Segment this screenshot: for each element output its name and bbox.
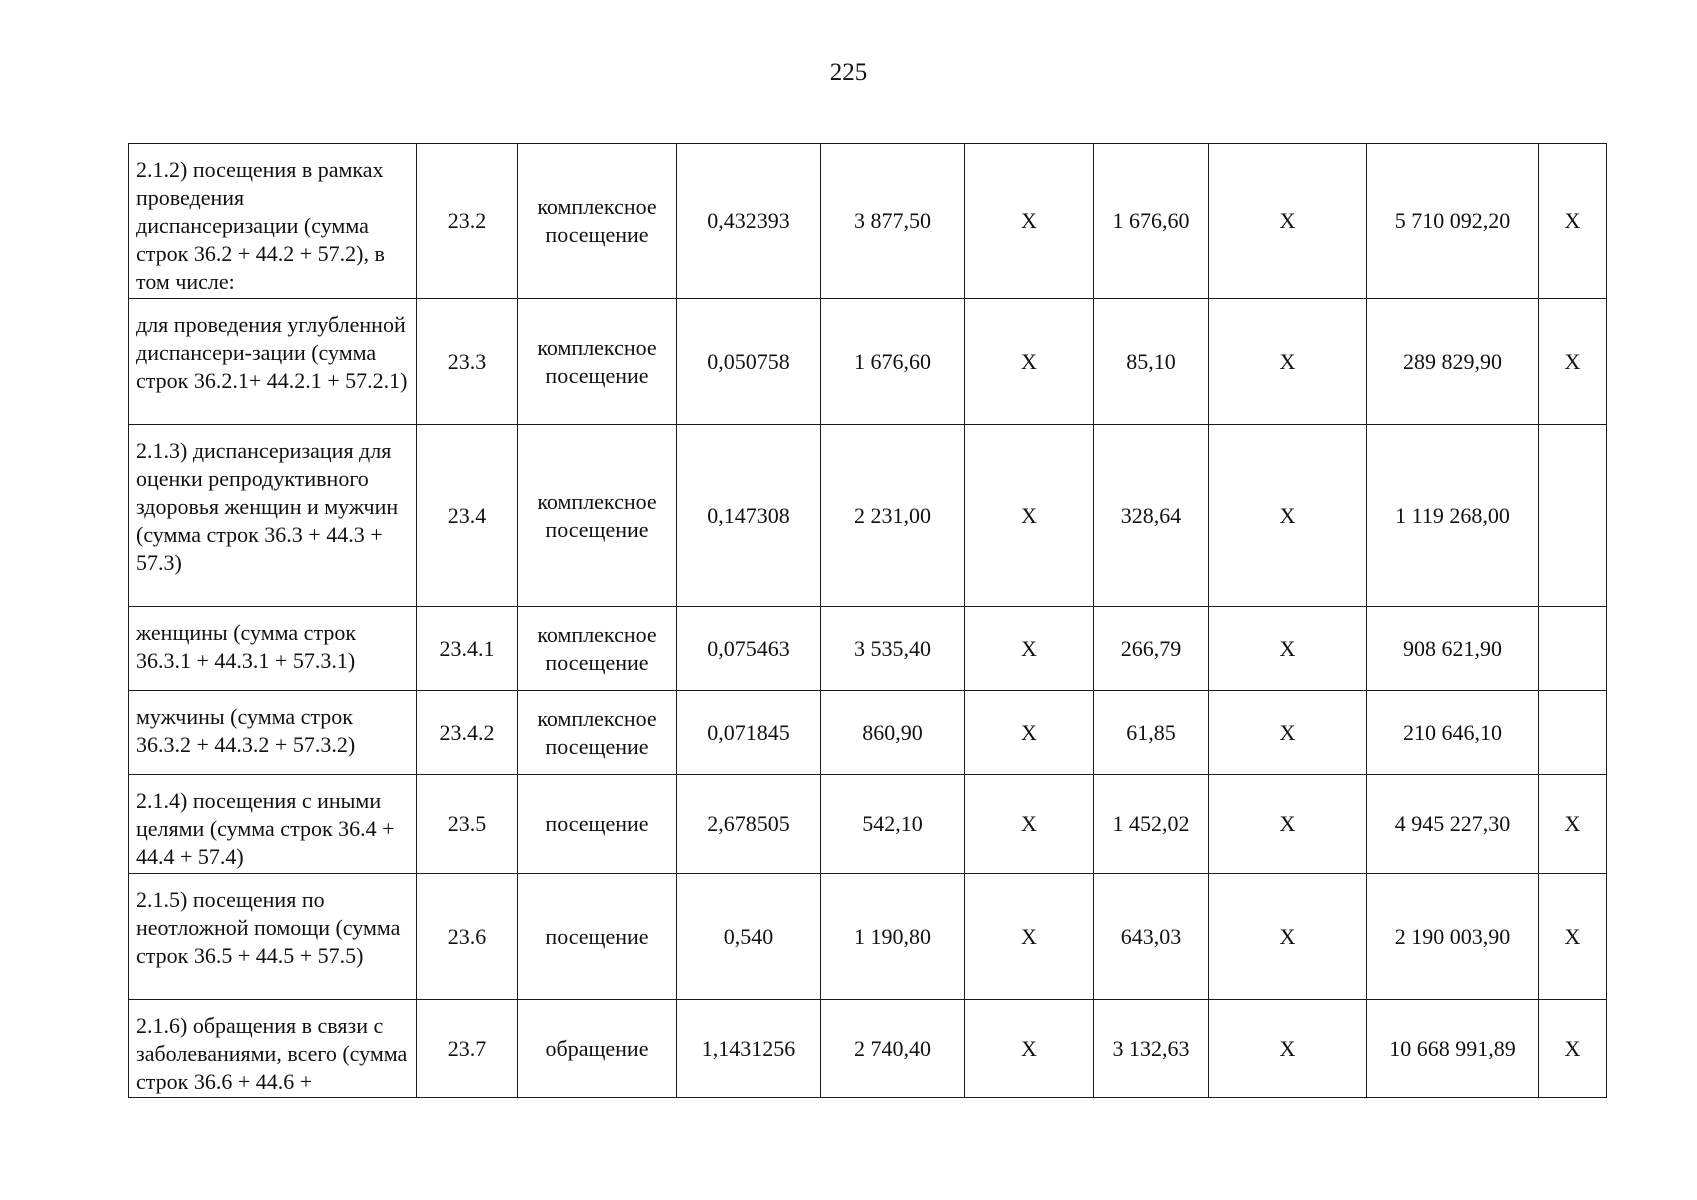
data-table [128,143,1607,1098]
row-name: 2.1.3) диспансеризация для оценки репродуктивного здоровья женщин и мужчин (сумма строк 36.3 + 44.3 + 57.3) [129,425,417,607]
row-col7: 328,64 [1094,425,1209,607]
row-col10 [1539,691,1607,775]
row-col10 [1539,425,1607,607]
row-code: 23.4.2 [417,691,518,775]
row-unit: комплексное посещение [518,299,677,425]
row-col6: Х [965,874,1094,1000]
row-code: 23.3 [417,299,518,425]
row-col6: Х [965,425,1094,607]
row-col10: Х [1539,775,1607,874]
row-code: 23.7 [417,1000,518,1098]
row-cost: 1 190,80 [821,874,965,1000]
row-col7: 1 676,60 [1094,144,1209,299]
row-col6: Х [965,607,1094,691]
table-row [129,775,1607,874]
row-cost: 2 231,00 [821,425,965,607]
row-col8: Х [1209,299,1367,425]
row-col7: 643,03 [1094,874,1209,1000]
row-cost: 542,10 [821,775,965,874]
row-norm: 1,1431256 [677,1000,821,1098]
row-unit: комплексное посещение [518,691,677,775]
row-unit: посещение [518,874,677,1000]
table-row [129,144,1607,299]
table-row [129,1000,1607,1098]
row-code: 23.5 [417,775,518,874]
row-code: 23.4.1 [417,607,518,691]
row-col9: 1 119 268,00 [1367,425,1539,607]
row-name: для проведения углубленной диспансери-зации (сумма строк 36.2.1+ 44.2.1 + 57.2.1) [129,299,417,425]
row-col6: Х [965,144,1094,299]
row-col8: Х [1209,874,1367,1000]
row-unit: обращение [518,1000,677,1098]
row-col6: Х [965,691,1094,775]
row-cost: 2 740,40 [821,1000,965,1098]
row-cost: 3 877,50 [821,144,965,299]
row-col7: 1 452,02 [1094,775,1209,874]
row-name: мужчины (сумма строк 36.3.2 + 44.3.2 + 57.3.2) [129,691,417,775]
row-norm: 0,075463 [677,607,821,691]
row-col8: Х [1209,1000,1367,1098]
table-row [129,299,1607,425]
row-norm: 0,050758 [677,299,821,425]
row-cost: 860,90 [821,691,965,775]
row-name: 2.1.6) обращения в связи с заболеваниями, всего (сумма строк 36.6 + 44.6 + [129,1000,417,1098]
row-col9: 908 621,90 [1367,607,1539,691]
row-col6: Х [965,775,1094,874]
row-norm: 0,071845 [677,691,821,775]
row-col8: Х [1209,775,1367,874]
row-norm: 0,432393 [677,144,821,299]
row-col6: Х [965,299,1094,425]
row-unit: комплексное посещение [518,144,677,299]
row-col10 [1539,607,1607,691]
row-name: 2.1.4) посещения с иными целями (сумма строк 36.4 + 44.4 + 57.4) [129,775,417,874]
row-cost: 1 676,60 [821,299,965,425]
row-col10: Х [1539,1000,1607,1098]
row-name: женщины (сумма строк 36.3.1 + 44.3.1 + 57.3.1) [129,607,417,691]
row-code: 23.6 [417,874,518,1000]
row-col10: Х [1539,874,1607,1000]
row-col9: 5 710 092,20 [1367,144,1539,299]
row-col7: 61,85 [1094,691,1209,775]
row-unit: посещение [518,775,677,874]
row-col10: Х [1539,144,1607,299]
row-col8: Х [1209,607,1367,691]
row-col7: 3 132,63 [1094,1000,1209,1098]
row-col9: 289 829,90 [1367,299,1539,425]
row-col6: Х [965,1000,1094,1098]
row-col9: 2 190 003,90 [1367,874,1539,1000]
row-name: 2.1.5) посещения по неотложной помощи (сумма строк 36.5 + 44.5 + 57.5) [129,874,417,1000]
row-col8: Х [1209,144,1367,299]
row-col8: Х [1209,425,1367,607]
row-col9: 10 668 991,89 [1367,1000,1539,1098]
row-unit: комплексное посещение [518,425,677,607]
row-col9: 4 945 227,30 [1367,775,1539,874]
row-norm: 0,147308 [677,425,821,607]
row-code: 23.2 [417,144,518,299]
table-row [129,607,1607,691]
table-row [129,874,1607,1000]
row-cost: 3 535,40 [821,607,965,691]
row-col8: Х [1209,691,1367,775]
row-name: 2.1.2) посещения в рамках проведения диспансеризации (сумма строк 36.2 + 44.2 + 57.2), в том числе: [129,144,417,299]
row-col9: 210 646,10 [1367,691,1539,775]
row-col7: 266,79 [1094,607,1209,691]
page-number: 225 [829,59,868,86]
row-unit: комплексное посещение [518,607,677,691]
row-norm: 2,678505 [677,775,821,874]
row-norm: 0,540 [677,874,821,1000]
row-code: 23.4 [417,425,518,607]
row-col10: Х [1539,299,1607,425]
table-row [129,425,1607,607]
table-row [129,691,1607,775]
row-col7: 85,10 [1094,299,1209,425]
